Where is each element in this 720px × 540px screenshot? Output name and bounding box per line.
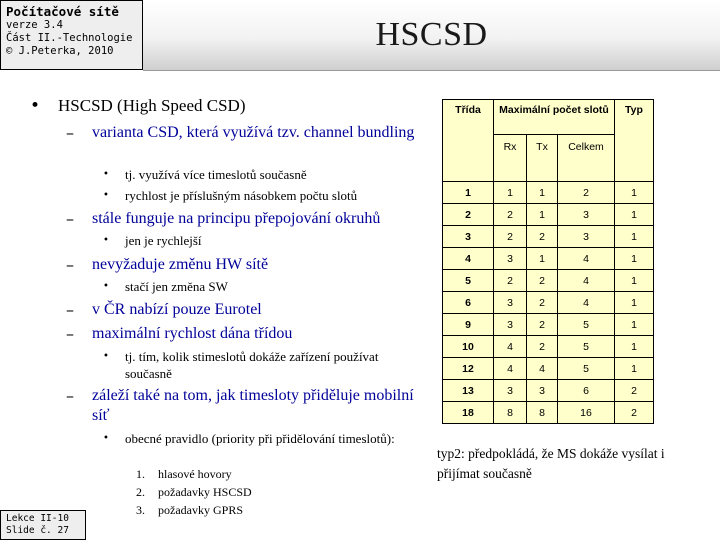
table-row [443, 292, 654, 314]
sub-bullet-1: varianta CSD, která využívá tzv. channel bundling [92, 124, 415, 141]
cell-class: 5 [443, 270, 494, 292]
cell-rx: 2 [494, 226, 527, 248]
dot-marker: • [103, 281, 109, 292]
cell-class: 3 [443, 226, 494, 248]
priority-item-2: požadavky HSCSD [158, 485, 252, 499]
cell-rx: 3 [494, 248, 527, 270]
detail-3a: stačí jen změna SW [125, 279, 228, 294]
cell-class: 2 [443, 204, 494, 226]
cell-rx: 2 [494, 204, 527, 226]
header-class: Třída [443, 100, 494, 182]
slide-title: HSCSD [375, 16, 488, 53]
cell-total: 2 [558, 182, 615, 204]
cell-type: 1 [615, 270, 654, 292]
slide-number-label: Slide č. 27 [6, 525, 69, 536]
bullet-marker: • [30, 96, 41, 116]
cell-rx: 3 [494, 380, 527, 402]
dot-marker: • [103, 190, 109, 201]
detail-6a: obecné pravidlo (priority při přidělování timeslotů): [125, 431, 395, 446]
cell-class: 13 [443, 380, 494, 402]
header-type: Typ [615, 100, 654, 182]
sub-bullet-3: nevyžaduje změnu HW sítě [92, 256, 269, 273]
detail-2a: jen je rychlejší [125, 233, 202, 248]
cell-class: 6 [443, 292, 494, 314]
dot-marker: • [103, 351, 109, 362]
cell-rx: 1 [494, 182, 527, 204]
dot-marker: • [103, 235, 109, 246]
lesson-label: Lekce II-10 [6, 513, 69, 524]
dash-marker: – [66, 324, 74, 343]
cell-tx: 2 [527, 292, 558, 314]
type-note: typ2: předpokládá, že MS dokáže vysílat i přijímat současně [437, 446, 665, 481]
cell-type: 1 [615, 204, 654, 226]
cell-tx: 2 [527, 314, 558, 336]
cell-rx: 2 [494, 270, 527, 292]
dot-marker: • [103, 433, 109, 444]
table-row [443, 402, 654, 424]
cell-type: 1 [615, 314, 654, 336]
priority-item-1: hlasové hovory [158, 467, 232, 481]
table-row [443, 270, 654, 292]
table-row [443, 204, 654, 226]
detail-1a: tj. využívá více timeslotů současně [125, 167, 307, 182]
dot-marker: • [103, 169, 109, 180]
dash-marker: – [66, 255, 74, 274]
copyright-label: © J.Peterka, 2010 [6, 45, 114, 57]
list-number: 3. [136, 503, 145, 517]
table-row [443, 248, 654, 270]
hscsd-class-table-wrap [442, 99, 654, 424]
dash-marker: – [66, 209, 74, 228]
dash-marker: – [66, 300, 74, 319]
cell-total: 5 [558, 358, 615, 380]
cell-type: 1 [615, 358, 654, 380]
list-number: 1. [136, 467, 145, 481]
cell-total: 5 [558, 336, 615, 358]
priority-item-3: požadavky GPRS [158, 503, 243, 517]
sub-bullet-2: stále funguje na principu přepojování okruhů [92, 210, 381, 227]
detail-5a: tj. tím, kolik stimeslotů dokáže zařízení používat současně [125, 349, 379, 381]
cell-type: 1 [615, 336, 654, 358]
cell-total: 16 [558, 402, 615, 424]
cell-tx: 2 [527, 336, 558, 358]
cell-class: 1 [443, 182, 494, 204]
cell-tx: 1 [527, 204, 558, 226]
cell-tx: 2 [527, 226, 558, 248]
table-row [443, 314, 654, 336]
header-max-slots: Maximální počet slotů [494, 100, 615, 135]
cell-total: 4 [558, 248, 615, 270]
slide-info-box [0, 510, 86, 540]
cell-class: 4 [443, 248, 494, 270]
sub-bullet-4: v ČR nabízí pouze Eurotel [92, 301, 262, 318]
cell-total: 6 [558, 380, 615, 402]
table-row [443, 358, 654, 380]
cell-tx: 4 [527, 358, 558, 380]
cell-tx: 2 [527, 270, 558, 292]
cell-class: 10 [443, 336, 494, 358]
cell-total: 3 [558, 226, 615, 248]
course-name: Počítačové sítě [6, 4, 119, 19]
cell-class: 9 [443, 314, 494, 336]
main-bullet: HSCSD (High Speed CSD) [58, 96, 246, 115]
dash-marker: – [66, 123, 74, 142]
cell-type: 2 [615, 380, 654, 402]
header-rx: Rx [494, 135, 527, 182]
cell-tx: 1 [527, 248, 558, 270]
table-row [443, 182, 654, 204]
header-total: Celkem [558, 135, 615, 182]
sub-bullet-5: maximální rychlost dána třídou [92, 325, 293, 342]
version-label: verze 3.4 [6, 19, 63, 31]
cell-rx: 4 [494, 358, 527, 380]
cell-tx: 3 [527, 380, 558, 402]
part-label: Část II.-Technologie [6, 32, 133, 44]
cell-class: 12 [443, 358, 494, 380]
cell-type: 1 [615, 292, 654, 314]
dash-marker: – [66, 386, 74, 405]
cell-type: 2 [615, 402, 654, 424]
cell-type: 1 [615, 226, 654, 248]
title-bar [143, 0, 720, 71]
cell-rx: 4 [494, 336, 527, 358]
cell-tx: 1 [527, 182, 558, 204]
cell-rx: 3 [494, 314, 527, 336]
cell-total: 5 [558, 314, 615, 336]
cell-tx: 8 [527, 402, 558, 424]
cell-class: 18 [443, 402, 494, 424]
cell-rx: 3 [494, 292, 527, 314]
cell-type: 1 [615, 182, 654, 204]
table-row [443, 336, 654, 358]
cell-total: 4 [558, 270, 615, 292]
header-tx: Tx [527, 135, 558, 182]
cell-type: 1 [615, 248, 654, 270]
cell-total: 3 [558, 204, 615, 226]
cell-rx: 8 [494, 402, 527, 424]
table-row [443, 380, 654, 402]
list-number: 2. [136, 485, 145, 499]
sub-bullet-6: záleží také na tom, jak timesloty přiděluje mobilní síť [92, 387, 414, 424]
detail-1b: rychlost je příslušným násobkem počtu slotů [125, 188, 358, 203]
hscsd-class-table [442, 99, 654, 424]
course-info-box [0, 0, 143, 70]
table-row [443, 226, 654, 248]
cell-total: 4 [558, 292, 615, 314]
